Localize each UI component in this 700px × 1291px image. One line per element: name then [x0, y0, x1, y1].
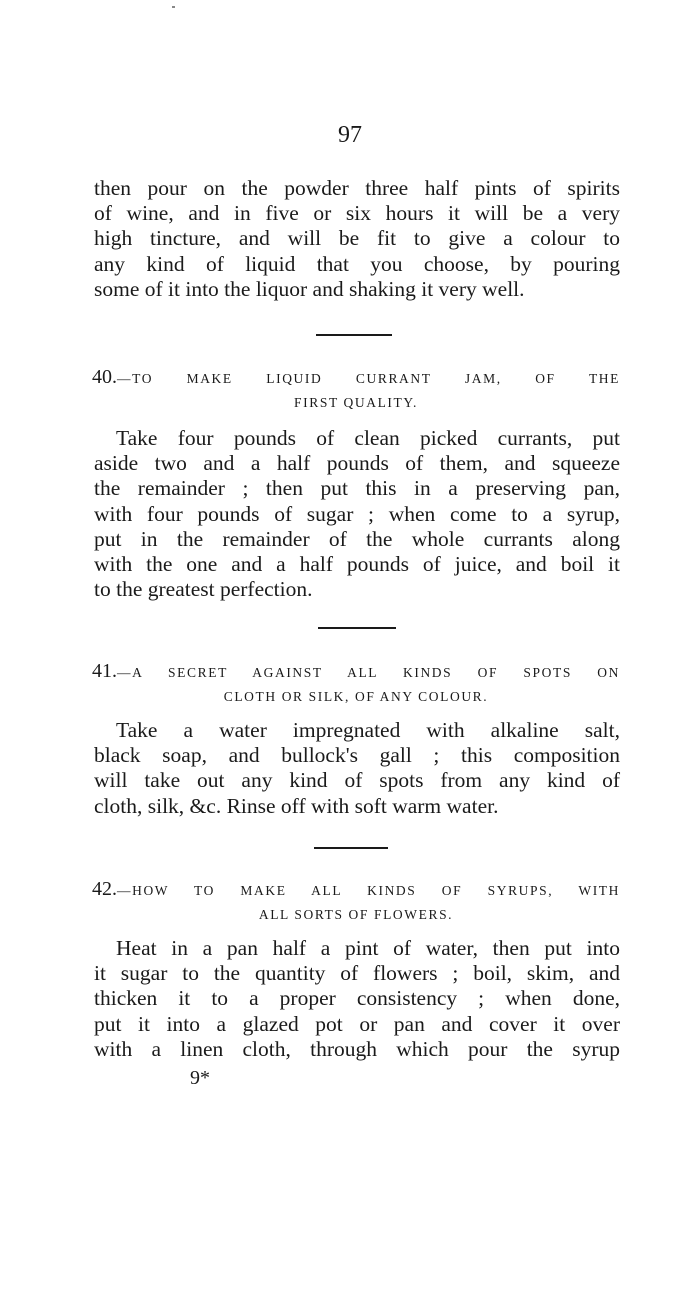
recipe-number: 40.	[92, 366, 117, 388]
recipe-41-heading	[92, 659, 620, 709]
text-line: it sugar to the quantity of flowers ; boil, skim, and	[94, 961, 620, 986]
text-line: aside two and a half pounds of them, and squeeze	[94, 451, 620, 476]
recipe-title-line-1: —TO MAKE LIQUID CURRANT JAM, OF THE	[117, 371, 620, 386]
page-number: 97	[338, 122, 362, 148]
page-speck	[172, 6, 175, 8]
recipe-title-line-1: —HOW TO MAKE ALL KINDS OF SYRUPS, WITH	[117, 883, 620, 898]
text-line: then pour on the powder three half pints of spirits	[94, 176, 620, 200]
text-line: will take out any kind of spots from any kind of	[94, 768, 620, 793]
recipe-42-body	[94, 936, 620, 1062]
text-line: with four pounds of sugar ; when come to a syrup,	[94, 501, 620, 526]
text-line: put in the remainder of the whole currants along	[94, 526, 620, 551]
text-line: some of it into the liquor and shaking it very well.	[94, 276, 525, 301]
text-line: with a linen cloth, through which pour the syrup	[94, 1036, 620, 1061]
text-line: Heat in a pan half a pint of water, then put into	[116, 936, 620, 960]
recipe-title-line-2: ALL SORTS OF FLOWERS.	[258, 907, 454, 922]
recipe-40-body	[94, 426, 620, 602]
text-line: the remainder ; then put this in a preserving pan,	[94, 476, 620, 501]
recipe-41-body	[94, 718, 620, 819]
continuation-paragraph	[94, 176, 620, 302]
section-divider	[318, 627, 396, 629]
recipe-title-line-1: —A SECRET AGAINST ALL KINDS OF SPOTS ON	[117, 665, 620, 680]
section-divider	[316, 334, 392, 336]
recipe-number: 41.	[92, 660, 117, 682]
recipe-title-line-2: FIRST QUALITY.	[294, 395, 418, 410]
recipe-title-line-2: CLOTH OR SILK, OF ANY COLOUR.	[223, 689, 489, 704]
text-line: with the one and a half pounds of juice, and boil it	[94, 552, 620, 577]
text-line: high tincture, and will be fit to give a colour to	[94, 226, 620, 251]
text-line: any kind of liquid that you choose, by pouring	[94, 251, 620, 276]
text-line: to the greatest perfection.	[94, 577, 313, 602]
text-line: of wine, and in five or six hours it will be a very	[94, 201, 620, 226]
text-line: Take four pounds of clean picked currants, put	[116, 426, 620, 450]
recipe-42-heading	[92, 877, 620, 927]
signature-mark: 9*	[190, 1067, 210, 1089]
text-line: black soap, and bullock's gall ; this composition	[94, 743, 620, 768]
text-line: put it into a glazed pot or pan and cover it over	[94, 1011, 620, 1036]
recipe-40-heading	[92, 365, 620, 415]
text-line: Take a water impregnated with alkaline salt,	[116, 718, 620, 742]
text-line: cloth, silk, &c. Rinse off with soft warm water.	[94, 793, 499, 818]
section-divider	[314, 847, 388, 849]
text-line: thicken it to a proper consistency ; when done,	[94, 986, 620, 1011]
recipe-number: 42.	[92, 878, 117, 900]
